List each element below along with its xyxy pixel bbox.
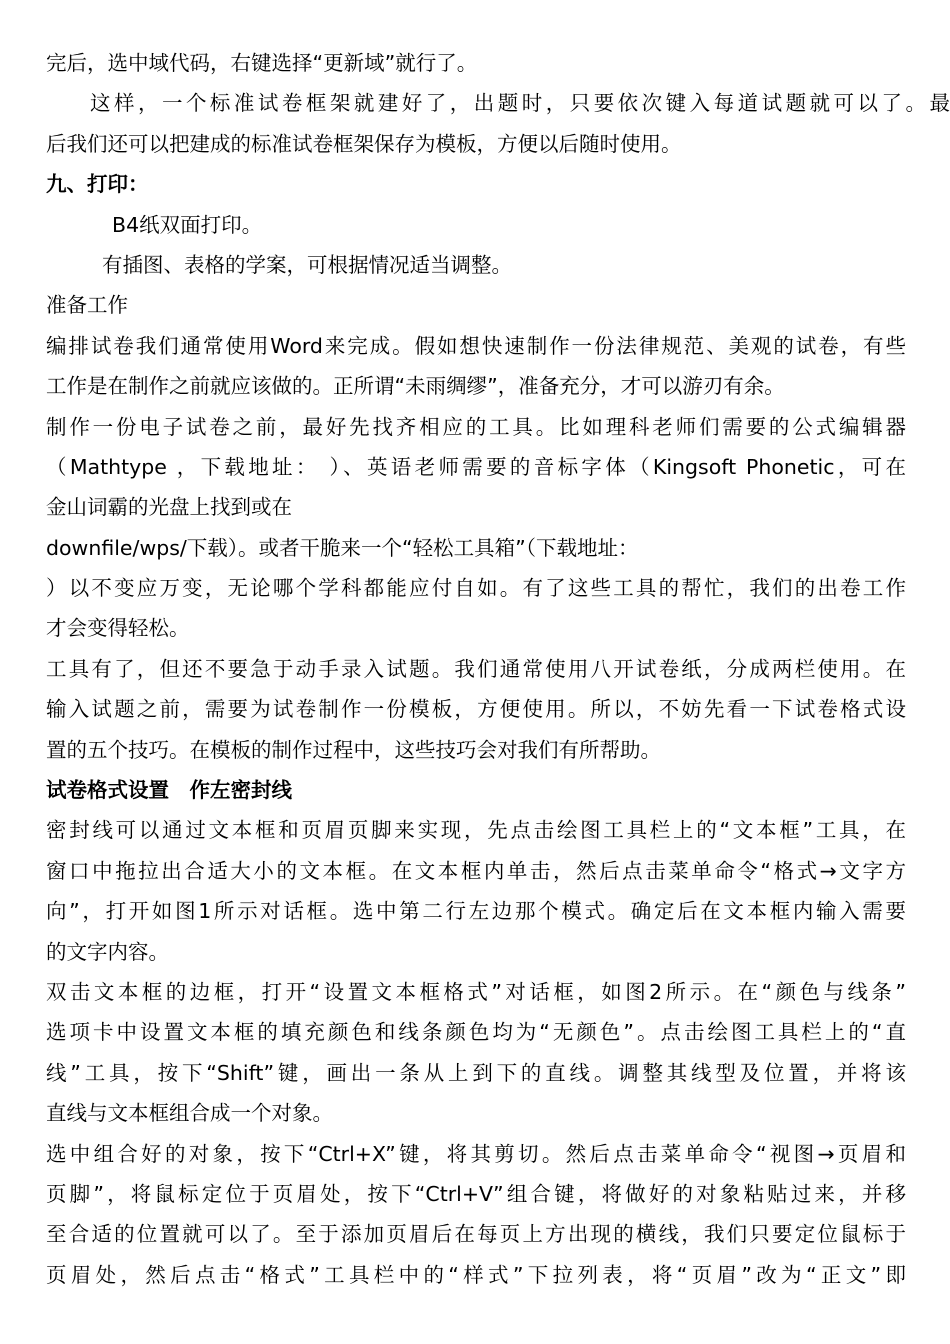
text-line: 编排试卷我们通常使用Word来完成。假如想快速制作一份法律规范、美观的试卷，有些 <box>46 333 906 358</box>
text-line: 选中组合好的对象，按下“Ctrl+X”键，将其剪切。然后点击菜单命令“视图→页眉和 <box>46 1141 906 1166</box>
text-line: 工作是在制作之前就应该做的。正所谓“未雨绸缪”，准备充分，才可以游刃有余。 <box>46 374 785 399</box>
text-line: 工具有了，但还不要急于动手录入试题。我们通常使用八开试卷纸，分成两栏使用。在 <box>46 656 906 681</box>
text-line: 才会变得轻松。 <box>46 616 190 641</box>
text-line: 这样，一个标准试卷框架就建好了，出题时，只要依次键入每道试题就可以了。最 <box>90 91 950 116</box>
text-line: 选项卡中设置文本框的填充颜色和线条颜色均为“无颜色”。点击绘图工具栏上的“直 <box>46 1020 906 1045</box>
document-page <box>46 43 950 1295</box>
text-line: （Mathtype ，下载地址： ）、英语老师需要的音标字体（Kingsoft Phonetic，可在 <box>46 454 906 479</box>
text-line: 窗口中拖拉出合适大小的文本框。在文本框内单击，然后点击菜单命令“格式→文字方 <box>46 858 906 883</box>
text-line: 输入试题之前，需要为试卷制作一份模板，方便使用。所以，不妨先看一下试卷格式设 <box>46 697 906 722</box>
text-line: 至合适的位置就可以了。至于添加页眉后在每页上方出现的横线，我们只要定位鼠标于 <box>46 1222 906 1247</box>
text-line: ）以不变应万变，无论哪个学科都能应付自如。有了这些工具的帮忙，我们的出卷工作 <box>46 576 906 601</box>
text-line: downfile/wps/下载）。或者干脆来一个“轻松工具箱”（下载地址： <box>46 535 639 560</box>
text-line: 后我们还可以把建成的标准试卷框架保存为模板，方便以后随时使用。 <box>46 131 682 156</box>
section-heading-seal-line: 试卷格式设置 作左密封线 <box>46 778 292 803</box>
text-line: 直线与文本框组合成一个对象。 <box>46 1101 333 1126</box>
text-line: 金山词霸的光盘上找到或在 <box>46 495 292 520</box>
text-line: 向”，打开如图1所示对话框。选中第二行左边那个模式。确定后在文本框内输入需要 <box>46 899 906 924</box>
text-line: 置的五个技巧。在模板的制作过程中，这些技巧会对我们有所帮助。 <box>46 737 661 762</box>
text-line: 页眉处，然后点击“格式”工具栏中的“样式”下拉列表，将“页眉”改为“正文”即 <box>46 1262 906 1287</box>
text-line: 线”工具，按下“Shift”键，画出一条从上到下的直线。调整其线型及位置，并将该 <box>46 1060 906 1085</box>
text-line: 双击文本框的边框，打开“设置文本框格式”对话框，如图2所示。在“颜色与线条” <box>46 979 906 1004</box>
text-line: 有插图、表格的学案，可根据情况适当调整。 <box>102 252 512 277</box>
text-line: 密封线可以通过文本框和页眉页脚来实现，先点击绘图工具栏上的“文本框”工具，在 <box>46 818 906 843</box>
text-line: 的文字内容。 <box>46 939 169 964</box>
section-heading-print: 九、打印： <box>46 172 149 197</box>
text-line: B4纸双面打印。 <box>112 212 263 237</box>
text-line: 页脚”，将鼠标定位于页眉处，按下“Ctrl+V”组合键，将做好的对象粘贴过来，并移 <box>46 1181 906 1206</box>
text-line: 完后，选中域代码，右键选择“更新域”就行了。 <box>46 51 478 75</box>
text-line: 制作一份电子试卷之前，最好先找齐相应的工具。比如理科老师们需要的公式编辑器 <box>46 414 906 439</box>
section-heading-preparation: 准备工作 <box>46 293 128 318</box>
